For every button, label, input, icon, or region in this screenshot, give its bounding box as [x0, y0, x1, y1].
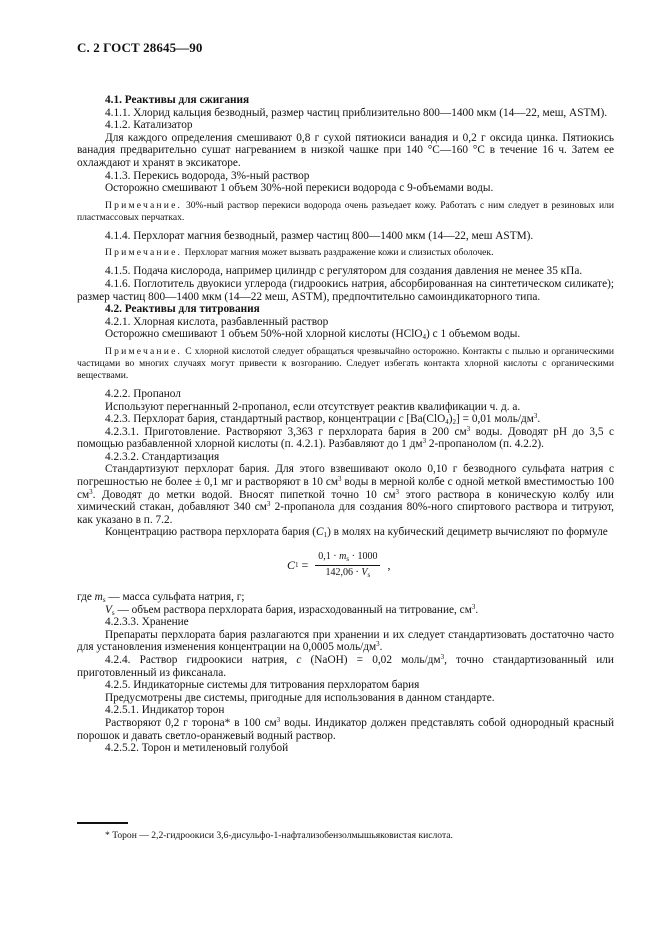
paragraph-4-1-5: 4.1.5. Подача кислорода, например цилиндр с регулятором для создания давления не менее 35 кПа. — [105, 265, 583, 278]
section-heading-4-1: 4.1. Реактивы для сжигания — [105, 94, 250, 106]
paragraph-4-2-3-2-title: 4.2.3.2. Стандартизация — [105, 450, 220, 463]
formula-c1: C 1 = $\frac{0,1 \cdot m_s \cdot 1000}{142,06 \cdot V_s}$ , — [287, 551, 391, 579]
paragraph-4-1-3-title: 4.1.3. Перекись водорода, 3%-ный раствор — [105, 169, 310, 182]
paragraph-4-1-1: 4.1.1. Хлорид кальция безводный, размер частиц приблизительно 800—1400 мкм (14—22, меш, ASTM). — [105, 106, 608, 119]
paragraph-4-1-3-text: Осторожно смешивают 1 объем 30%-ной перекиси водорода с 9-объемами воды. — [105, 182, 494, 195]
paragraph-4-1-4: 4.1.4. Перхлорат магния безводный, размер частиц 800—1400 мкм (14—22, меш ASTM). — [105, 229, 534, 242]
document-body — [77, 94, 614, 755]
where-m: где $m_s$ — масса сульфата натрия, г; — [77, 591, 245, 605]
paragraph-4-1-2-text: Для каждого определения смешивают 0,8 г сухой пятиокиси ванадия и 0,2 г оксида цинка. Пятиокись ванадия предварительно сушат нагреванием в низкой чашке при 140 °С—160 °С в течение 16 ч. Затем ее охлаждают и хранят в эксикаторе. — [77, 131, 614, 169]
formula-numerator: $0,1 \cdot m_s \cdot 1000$ — [315, 551, 380, 566]
paragraph-4-2-4: 4.2.4. Раствор гидроокиси натрия, c (NaOH) = 0,02 моль/$дм^3$, точно стандартизованный или приготовленный из фиксанала. — [77, 653, 614, 679]
paragraph-4-2-3-1: 4.2.3.1. Приготовление. Растворяют 3,363 г перхлората бария в 200 $см^3$ воды. Доводят рН до 3,5 с помощью разбавленной хлорной кислоты (п. 4.2.1). Разбавляют до 1 $дм^3$ 2-пропанолом (п. 4.2.2). — [77, 424, 614, 451]
note-label: Примечание. — [105, 345, 183, 357]
note-label: Примечание. — [105, 247, 183, 259]
formula-denominator: $142,06 \cdot V_s$ — [325, 566, 371, 579]
paragraph-4-2-3: 4.2.3. Перхлорат бария, стандартный раствор, концентрации c $[Ba(ClO_4)_2] = 0,01$ моль/$дм^3$. — [105, 412, 541, 427]
paragraph-4-2-5-title: 4.2.5. Индикаторные системы для титрования перхлоратом бария — [105, 679, 420, 692]
note-1: Примечание. 30%-ный раствор перекиси водорода очень разъедает кожу. Работать с ним следует в резиновых или пластмассовых перчатках. — [77, 199, 614, 223]
paragraph-4-2-2-title: 4.2.2. Пропанол — [105, 387, 181, 400]
paragraph-4-2-3-3-title: 4.2.3.3. Хранение — [105, 616, 189, 629]
formula-lhs: C — [287, 557, 296, 572]
note-label: Примечание. — [105, 199, 183, 211]
paragraph-4-1-6: 4.1.6. Поглотитель двуокиси углерода (гидроокись натрия, абсорбированная на синтетическом силикате); размер частиц 800—1400 мкм (14—22 меш, ASTM), предпочтительно самоиндикаторного типа. — [77, 277, 614, 303]
footnote-divider — [77, 822, 128, 824]
note-3: Примечание. С хлорной кислотой следует обращаться чрезвычайно осторожно. Контакты с пылью и органическими частицами во многих случаях могут привести к возгоранию. Следует избегать контакта хлорной кислоты с органическими веществами. — [77, 345, 614, 381]
section-heading-4-2: 4.2. Реактивы для титрования — [105, 303, 260, 316]
paragraph-4-2-5-1-text: Растворяют 0,2 г торона* в 100 $см^3$ воды. Индикатор должен представлять собой однородный красный порошок и давать светло-оранжевый водный раствор. — [77, 715, 614, 742]
paragraph-concentration: Концентрацию раствора перхлората бария $(C_1)$ в молях на кубический дециметр вычисляют по формуле — [105, 526, 608, 540]
footnote: * Торон — 2,2-гидроокиси 3,6-дисульфо-1-нафтализобензолмышьяковистая кислота. — [105, 830, 453, 841]
paragraph-4-2-5-2-title: 4.2.5.2. Торон и метиленовый голубой — [105, 742, 289, 755]
where-v: $V_s$ — объем раствора перхлората бария, израсходованный на титрование, $см^3$. — [105, 602, 479, 617]
paragraph-4-2-1-text: Осторожно смешивают 1 объем 50%-ной хлорной кислоты (HClO$_4$) с 1 объемом воды. — [105, 328, 521, 342]
note-2: Примечание. Перхлорат магния может вызвать раздражение кожи и слизистых оболочек. — [105, 247, 494, 259]
formula-fraction — [315, 551, 380, 579]
paragraph-4-1-2-title: 4.1.2. Катализатор — [105, 119, 193, 132]
paragraph-4-2-5-1-title: 4.2.5.1. Индикатор торон — [105, 704, 225, 717]
page-header: С. 2 ГОСТ 28645—90 — [77, 40, 203, 55]
paragraph-4-2-3-3-text: Препараты перхлората бария разлагаются при хранении и их следует стандартизовать достаточно часто для установления изменения концентрации на 0,0005 моль/$дм^3$. — [77, 628, 614, 654]
paragraph-4-2-5-text: Предусмотрены две системы, пригодные для использования в данном стандарте. — [105, 691, 495, 704]
paragraph-4-2-2-text: Используют перегнанный 2-пропанол, если отсутствует реактив квалификации ч. д. а. — [105, 400, 521, 413]
paragraph-4-2-3-2-text: Стандартизуют перхлорат бария. Для этого взвешивают около 0,10 г безводного сульфата натрия с погрешностью не более ± 0,1 мг и растворяют в 10 $см^3$ воды в мерной колбе с одной меткой вместимостью 100 $см^3$. Доводят до метки водой. Вносят пипеткой точно 10 $см^3$ этого раствора в коническую колбу или химический стакан, добавляют 340 $см^3$ 2-пропанола для создания 80%-ного спиртового раствора и титруют, как указано в п. 7.2. — [77, 463, 614, 526]
paragraph-4-2-1-title: 4.2.1. Хлорная кислота, разбавленный раствор — [105, 315, 329, 328]
